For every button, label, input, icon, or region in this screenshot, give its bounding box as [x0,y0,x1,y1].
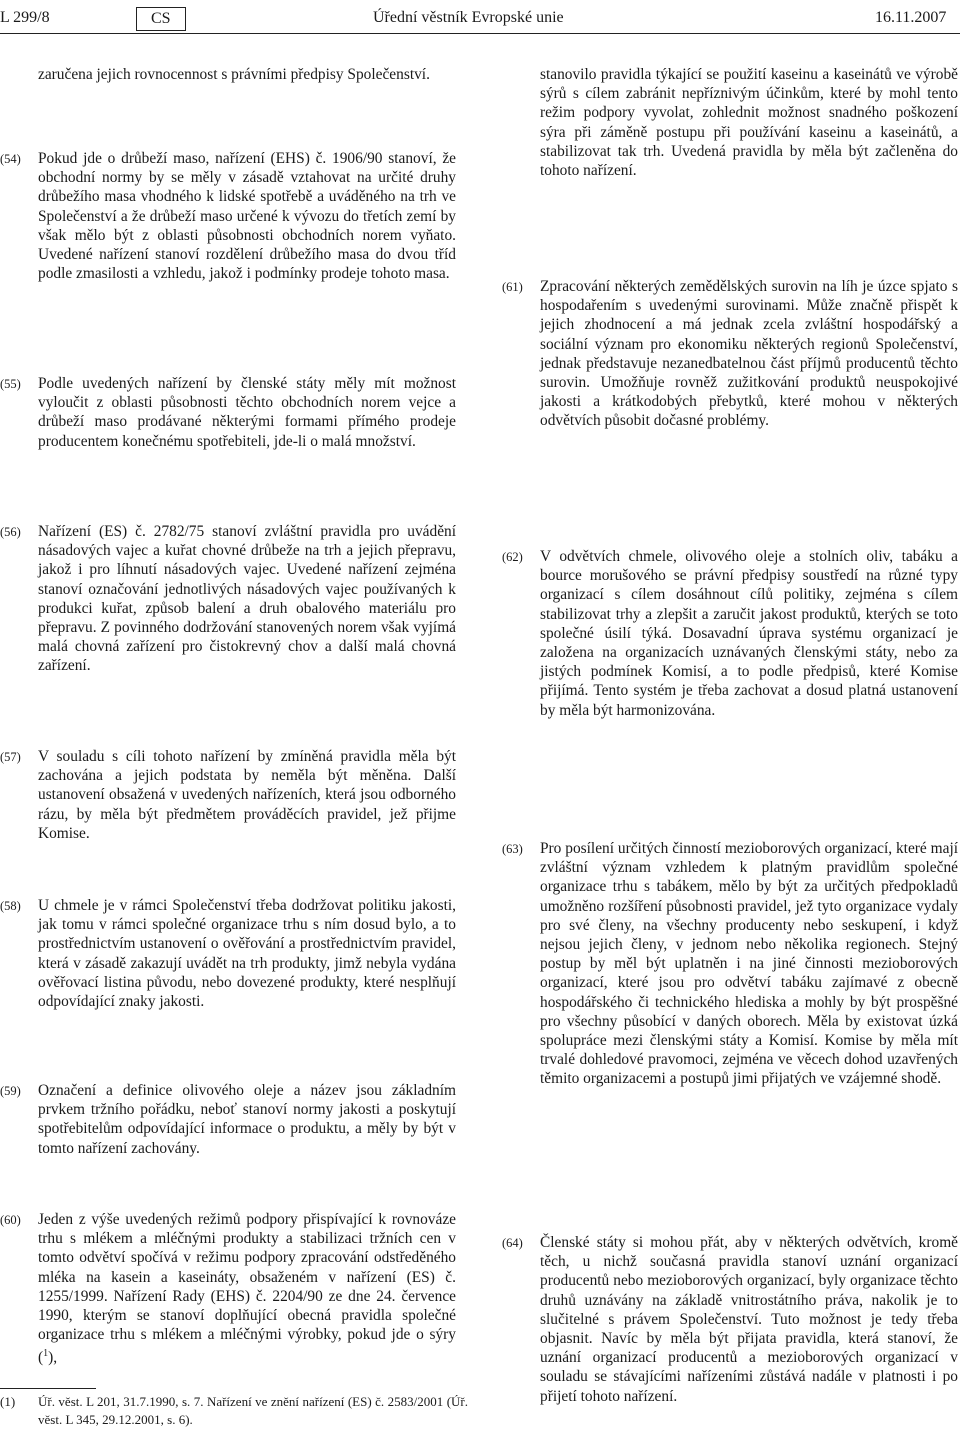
footnote-text: Úř. věst. L 201, 31.7.1990, s. 7. Nařízení ve znění nařízení (ES) č. 2583/2001 (Úř. věst. L 345, 29.12.2001, s. 6). [38,1394,468,1427]
recital-58 [0,896,456,1011]
footnote-marker: (1) [0,1394,16,1409]
recital-text: Nařízení (ES) č. 2782/75 stanoví zvláštní pravidla pro uvádění násadových vajec a kuřat chovné drůbeže na trh a jejich přepravu, jakož i pro líhnutí násadových vajec. Uvedené nařízení zejména stanoví označování jednotlivých násadových vajec používaných k produkci kuřat, způsob balení a druh obalového materiálu pro přepravu. Z povinného dodržování stanovených norem však vyjímá malá chovná zařízení pro čistokrevný chov a další malá chovná zařízení. [38,523,456,675]
footnote-rule [0,1388,96,1389]
recital-text: Zpracování některých zemědělských surovin na líh je úzce spjato s hospodařením s uvedenými surovinami. Může značně přispět k jejich zhodnocení a má jednak zcela zvláštní hospodářský a sociální význam pro ekonomiku některých regionů Společenství, jednak představuje nezanedbatelnou část příjmů producentů těchto surovin. Umožňuje rovněž zužitkování produktů neuspokojivé jakosti a krátkodobých přebytků, které mohou v některých odvětvích působit dočasné problémy. [540,278,958,430]
recital-60 [0,1210,456,1368]
recital-text: Podle uvedených nařízení by členské státy měly mít možnost vyloučit z oblasti působnosti těchto obchodních norem vejce a drůbeží maso prodávané některými formami přímého prodeje producentem konečnému spotřebiteli, jde-li o malá množství. [38,375,456,450]
recital-text: Členské státy si mohou přát, aby v některých odvětvích, kromě těch, u nichž současná pravidla stanoví uznání organizací producentů nebo mezioborových organizací, byly organizace těchto druhů uznávány na základě vnitrostátního práva, nakolik je to slučitelné s právem Společenství. Tuto možnost je tedy třeba objasnit. Navíc by měla být přijata pravidla, která stanoví, že uznání organizací producentů a mezioborových organizací v souladu se stávajícími nařízeními zůstává nadále v platnosti i po přijetí tohoto nařízení. [540,1234,958,1405]
recital-number: (64) [502,1236,523,1250]
recital-54 [0,149,456,283]
recital-number: (60) [0,1213,21,1227]
recital-text: Jeden z výše uvedených režimů podpory přispívající k rovnováze trhu s mlékem a mléčnými produkty a stabilizaci tržních cen v tomto odvětví spočívá v režimu podpory zpracování odstředěného mléka na kasein a kaseináty, obsaženém v nařízení (ES) č. 1255/1999. Nařízení Rady (EHS) č. 2204/90 ze dne 24. července 1990, kterým se stanoví doplňující obecná pravidla společné organizace trhu s mlékem a mléčnými výrobky, pokud jde o sýry ($^1$), [38,1211,456,1367]
recital-number: (62) [502,550,523,564]
recital-64 [502,1233,958,1406]
paragraph-text: zaručena jejich rovnocennost s právními předpisy Společenství. [38,66,430,83]
paragraph-text: stanovilo pravidla týkající se použití kaseinu a kaseinátů ve výrobě sýrů s cílem zabránit nepříznivým účinkům, které by mohl tento režim podpory vyvolat, zohlednit možnost snadného poškození sýra při záměně postupu při používání kaseinu a kaseinátů, a stabilizovat tak trh. Uvedená pravidla by měla být začleněna do tohoto nařízení. [540,66,958,180]
recital-text: U chmele je v rámci Společenství třeba dodržovat politiku jakosti, jak tomu v rámci společné organizace trhu s ním dosud bylo, a to prostřednictvím ustanovení o ověřování a prostřednictvím pravidel, která v zásadě zakazují uvádět na trh produkty, jimž nebyla vydána ověřovací listina původu, nebo dovezené produkty, které nesplňují odpovídající znaky jakosti. [38,897,456,1011]
recital-55 [0,374,456,451]
language-badge: CS [136,7,186,31]
recital-number: (54) [0,152,21,166]
publication-date: 16.11.2007 [875,9,947,26]
recital-text: V odvětvích chmele, olivového oleje a stolních oliv, tabáku a bource morušového se právní předpisy soustředí na různé typy organizací s cílem dosáhnout cílů politiky, zejména s cílem stabilizovat trhy a zlepšit a zaručit jakost produktů, kterých se toto společné úsilí týká. Dosavadní úprava systému organizací je založena na organizacích uznávaných členskými státy, nebo za jistých podmínek Komisí, a to podle předpisů, které Komise přijímá. Tento systém je třeba zachovat a dosud platná ustanovení by měla být harmonizována. [540,548,958,719]
recital-number: (63) [502,842,523,856]
footnote [0,1393,468,1429]
recital-56 [0,522,456,676]
page-header [0,6,960,32]
recital-number: (57) [0,750,21,764]
page-number: L 299/8 [0,9,50,26]
punctuation: , [53,1349,58,1367]
recital-number: (61) [502,280,523,294]
paragraph-continuation [38,65,456,84]
recital-number: (55) [0,377,21,391]
journal-title: Úřední věstník Evropské unie [373,9,564,26]
recital-61 [502,277,958,431]
footnote-reference[interactable]: 1 [43,1348,49,1360]
recital-63 [502,839,958,1089]
recital-text: Označení a definice olivového oleje a název jsou základním prvkem tržního pořádku, neboť stanoví normy jakosti a poskytují spotřebitelům odpovídající informace o produktu, a měly by být v tomto nařízení zachovány. [38,1082,456,1157]
recital-number: (59) [0,1084,21,1098]
recital-text: Pokud jde o drůbeží maso, nařízení (EHS) č. 1906/90 stanoví, že obchodní normy by se měly v zásadě vztahovat na určité druhy drůbežího masa vhodného k lidské spotřebě a uváděného na trh ve Společenství a že drůbeží maso určené k vývozu do třetích zemí by však mělo být z oblasti působnosti obchodních norem vyňato. Uvedené nařízení stanoví rozdělení drůbežího masa do dvou tříd podle zmasilosti a vzhledu, jakož i podmínky prodeje tohoto masa. [38,150,456,283]
header-rule [0,33,960,34]
recital-text-body: Jeden z výše uvedených režimů podpory přispívající k rovnováze trhu s mlékem a mléčnými produkty a stabilizaci tržních cen v tomto odvětví spočívá v režimu podpory zpracování odstředěného mléka na kasein a kaseináty, obsaženém v nařízení (ES) č. 1255/1999. Nařízení Rady (EHS) č. 2204/90 ze dne 24. července 1990, kterým se stanoví doplňující obecná pravidla společné organizace trhu s mlékem a mléčnými výrobky, pokud jde o sýry [38,1211,456,1344]
recital-number: (56) [0,525,21,539]
recital-text: V souladu s cíli tohoto nařízení by zmíněná pravidla měla být zachována a jejich podstata by neměla být měněna. Další ustanovení obsažená v uvedených nařízeních, která jsou odborného rázu, by měla být předmětem prováděcích pravidel, jež přijme Komise. [38,748,456,842]
recital-text: Pro posílení určitých činností mezioborových organizací, které mají zvláštní význam vzhledem k platným pravidlům společné organizace trhu s tabákem, mělo by být za určitých předpokladů umožněno rozšíření působnosti pravidel, jež tyto organizace vydaly pro své členy, na všechny producenty nebo seskupení, i když nejsou jejich členy, v jednom nebo několika regionech. Stejný postup by měl být uplatněn i na jiné činnosti mezioborových organizací, které jsou pro odvětví tabáku zajímavé z obecně hospodářského či technického hlediska a mohly by být prospěšné pro všechny působící v daných oborech. Měla by existovat úzká spolupráce mezi členskými státy a Komisí. Komise by měla mít trvalé dohledové pravomoci, zejména ve věcech dohod uzavřených těmito organizacemi a postupů jimi přijatých ve vzájemné shodě. [540,840,958,1088]
recital-62 [502,547,958,720]
recital-59 [0,1081,456,1158]
paragraph-continuation [540,65,958,180]
recital-57 [0,747,456,843]
recital-number: (58) [0,899,21,913]
